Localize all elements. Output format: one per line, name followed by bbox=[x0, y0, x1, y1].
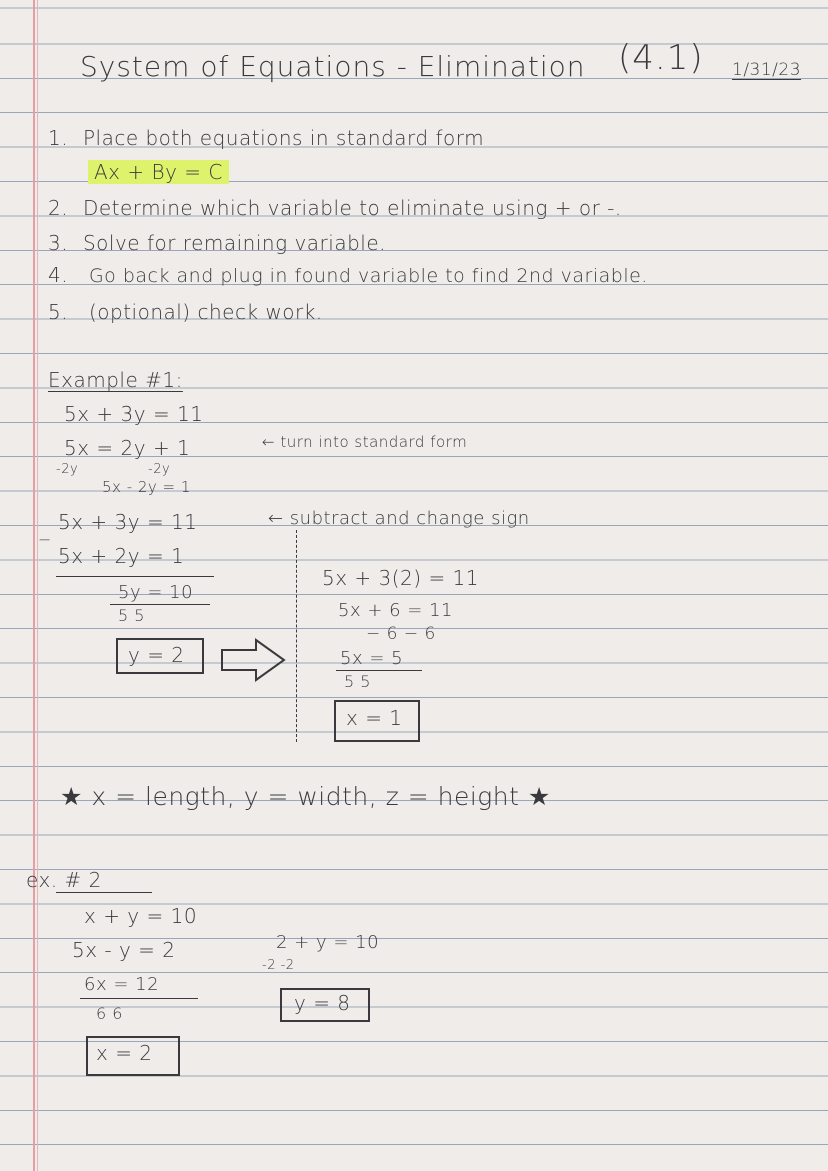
step-4 bbox=[48, 263, 648, 287]
section-number: (4.1) bbox=[618, 38, 704, 78]
step-1 bbox=[48, 126, 484, 150]
page-date: 1/31/23 bbox=[732, 60, 802, 80]
divisor: 6 6 bbox=[96, 1004, 123, 1023]
answer-y: y = 2 bbox=[128, 643, 185, 667]
step-text: Go back and plug in found variable to find 2nd variable. bbox=[88, 265, 648, 287]
subtraction-mark: -2 -2 bbox=[262, 958, 295, 973]
annotation: ← turn into standard form bbox=[262, 433, 468, 451]
highlighted-formula: Ax + By = C bbox=[88, 160, 229, 184]
divisor: 5 5 bbox=[344, 672, 371, 691]
margin-line bbox=[33, 0, 35, 1171]
equation: 5x + 3y = 11 bbox=[64, 402, 204, 426]
answer-x: x = 2 bbox=[96, 1041, 153, 1065]
step-text: (optional) check work. bbox=[88, 300, 323, 324]
equation: 5x = 2y + 1 bbox=[64, 436, 191, 460]
subtraction-mark: -2y bbox=[56, 462, 79, 477]
equation: x + y = 10 bbox=[84, 904, 198, 928]
annotation: ← subtract and change sign bbox=[268, 508, 530, 529]
answer-y: y = 8 bbox=[294, 991, 351, 1015]
fraction-bar bbox=[110, 604, 210, 605]
answer-x: x = 1 bbox=[346, 706, 403, 730]
step-5 bbox=[48, 300, 323, 324]
equation: 5x + 3(2) = 11 bbox=[322, 566, 480, 590]
divisor: 5 5 bbox=[118, 606, 145, 625]
fraction-bar bbox=[336, 670, 422, 671]
standard-form-formula bbox=[88, 160, 229, 184]
fraction-bar bbox=[80, 998, 198, 999]
step-number: 1. bbox=[48, 126, 69, 150]
label-underline bbox=[56, 892, 152, 893]
step-3 bbox=[48, 231, 386, 255]
page-title: System of Equations - Elimination bbox=[80, 50, 586, 83]
margin-line-inner bbox=[37, 0, 38, 1171]
equation: 6x = 12 bbox=[84, 974, 160, 995]
equation: 5x + 2y = 1 bbox=[58, 544, 185, 568]
equation: 5x - y = 2 bbox=[72, 938, 176, 962]
equation: 2 + y = 10 bbox=[276, 932, 380, 953]
equation: 5x = 5 bbox=[340, 648, 404, 669]
example-1-label: Example #1: bbox=[48, 368, 183, 392]
step-number: 3. bbox=[48, 231, 69, 255]
step-text: Solve for remaining variable. bbox=[82, 231, 386, 255]
step-text: Place both equations in standard form bbox=[82, 126, 485, 150]
step-2 bbox=[48, 196, 622, 220]
right-arrow-icon bbox=[218, 636, 288, 684]
sum-line bbox=[56, 576, 214, 577]
equation: 5y = 10 bbox=[118, 582, 194, 603]
equation: 5x + 6 = 11 bbox=[338, 600, 454, 621]
example-2-label: ex. # 2 bbox=[26, 868, 102, 892]
step-text: Determine which variable to eliminate using + or -. bbox=[82, 196, 622, 220]
equation: 5x - 2y = 1 bbox=[102, 478, 191, 496]
minus-sign: − bbox=[38, 530, 52, 549]
subtraction-mark: -2y bbox=[148, 462, 171, 477]
variable-legend: ★ x = length, y = width, z = height ★ bbox=[60, 782, 551, 811]
step-number: 4. bbox=[48, 263, 69, 287]
divider-line bbox=[296, 530, 297, 742]
step-number: 5. bbox=[48, 300, 69, 324]
equation: − 6 − 6 bbox=[366, 624, 436, 644]
equation: 5x + 3y = 11 bbox=[58, 510, 198, 534]
step-number: 2. bbox=[48, 196, 69, 220]
